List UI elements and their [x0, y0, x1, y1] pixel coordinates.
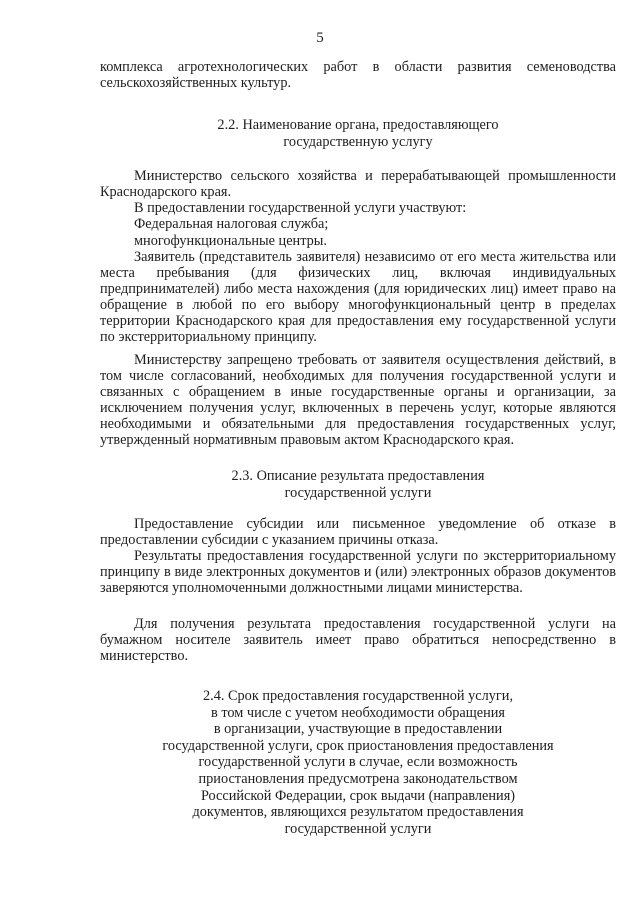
section-2-3-heading-line-1: 2.3. Описание результата предоставления [231, 468, 485, 484]
paper-result-paragraph: Для получения результата предоставления государственной услуги на бумажном носителе заявитель имеет право обратиться непосредственно в министерство. [100, 616, 616, 664]
participants-paragraph: В предоставлении государственной услуги участвуют: [134, 200, 467, 216]
section-2-3-heading [100, 468, 616, 502]
applicant-rights-paragraph: Заявитель (представитель заявителя) независимо от его места жительства или места пребывания (для физических лиц, включая индивидуальных предпринимателей) либо места нахождения (для юридических лиц) имеет право на обращение в любой по его выбору многофункциональный центр в пределах территории Краснодарского края для предоставления ему государственной услуги по экстерриториальному принципу. [100, 249, 616, 345]
intro-continuation-paragraph: комплекса агротехнологических работ в области развития семеноводства сельскохозяйственных культур. [100, 59, 616, 91]
section-2-4-heading-line: приостановления предусмотрена законодательством [198, 770, 518, 787]
section-2-4-heading-line: Российской Федерации, срок выдачи (направления) [200, 787, 516, 804]
ministry-paragraph: Министерство сельского хозяйства и перерабатывающей промышленности Краснодарского края. [100, 168, 616, 200]
section-2-2-heading [100, 117, 616, 151]
section-2-4-heading-line: 2.4. Срок предоставления государственной услуги, [202, 688, 514, 704]
section-2-4-heading-line: документов, являющихся результатом предоставления [192, 804, 524, 821]
page-number: 5 [316, 30, 324, 46]
subsidy-result-paragraph: Предоставление субсидии или письменное уведомление об отказе в предоставлении субсидии с указанием причины отказа. [100, 516, 616, 548]
tax-service-item: Федеральная налоговая служба; [134, 216, 329, 232]
section-2-4-heading [100, 688, 616, 837]
section-2-4-heading-line: в организации, участвующие в предоставлении [213, 721, 503, 738]
section-2-3-heading-line-2: государственной услуги [284, 485, 432, 502]
section-2-2-heading-line-1: 2.2. Наименование органа, предоставляющего [217, 117, 499, 133]
mfc-item: многофункциональные центры. [134, 233, 327, 249]
section-2-2-heading-line-2: государственную услугу [283, 134, 433, 151]
extraterritorial-results-paragraph: Результаты предоставления государственной услуги по экстерриториальному принципу в виде электронных документов и (или) электронных образов документов заверяются уполномоченными должностными лицами министерства. [100, 548, 616, 596]
section-2-4-heading-line: государственной услуги в случае, если возможность [198, 754, 518, 771]
ministry-prohibition-paragraph: Министерству запрещено требовать от заявителя осуществления действий, в том числе согласований, необходимых для получения государственной услуги и связанных с обращением в иные государственные органы и организации, за исключением получения услуг, включенных в перечень услуг, которые являются необходимыми и обязательными для предоставления государственных услуг, утвержденный нормативным правовым актом Краснодарского края. [100, 352, 616, 448]
section-2-4-heading-line: в том числе с учетом необходимости обращения [211, 704, 505, 721]
section-2-4-heading-line: государственной услуги, срок приостановления предоставления [162, 737, 554, 754]
section-2-4-heading-line: государственной услуги [284, 820, 432, 837]
